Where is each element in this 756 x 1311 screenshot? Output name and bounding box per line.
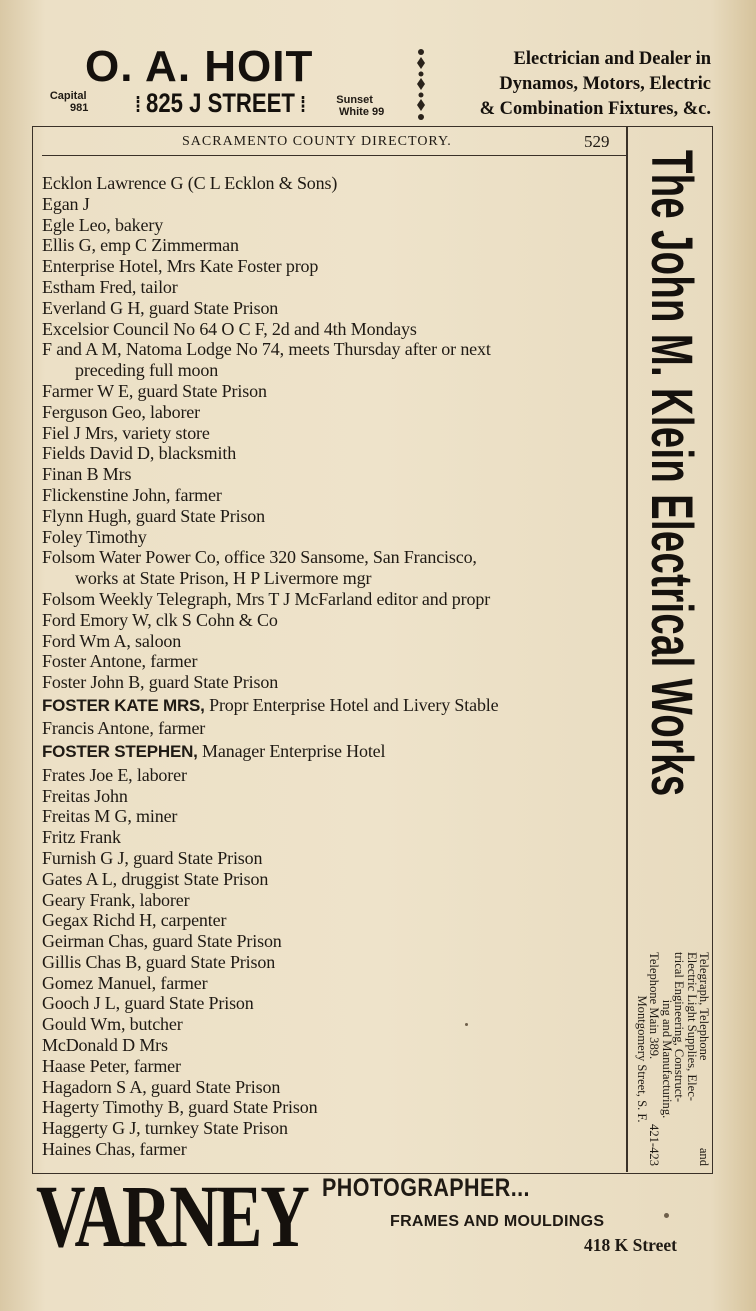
directory-entry bbox=[42, 547, 628, 589]
separator-mark: ⁞ bbox=[135, 92, 147, 117]
directory-entry bbox=[42, 1118, 628, 1139]
directory-entry bbox=[42, 173, 628, 194]
entry-text: Gooch J L, guard State Prison bbox=[42, 993, 254, 1014]
entry-text: Hagadorn S A, guard State Prison bbox=[42, 1076, 281, 1097]
entry-text: Gould Wm, butcher bbox=[42, 1014, 183, 1035]
running-head bbox=[42, 131, 626, 156]
sunset-number: White 99 bbox=[339, 106, 385, 118]
entry-name-bold: FOSTER KATE MRS, bbox=[42, 695, 205, 715]
directory-entry bbox=[42, 869, 628, 890]
entry-text: Hagerty Timothy B, guard State Prison bbox=[42, 1097, 318, 1118]
klein-detail-line bbox=[648, 952, 660, 1166]
klein-detail-text: Electric Light Supplies, Elec- bbox=[684, 952, 699, 1101]
directory-entry bbox=[42, 464, 628, 485]
directory-entry bbox=[42, 298, 628, 319]
page-number: 529 bbox=[584, 132, 610, 151]
directory-entry bbox=[42, 1077, 628, 1098]
entry-text: Haggerty G J, turnkey State Prison bbox=[42, 1118, 288, 1139]
directory-entry bbox=[42, 693, 628, 719]
entry-text: Ellis G, emp C Zimmerman bbox=[42, 235, 239, 256]
directory-title: SACRAMENTO COUNTY DIRECTORY. bbox=[182, 134, 452, 149]
klein-detail-text: Telephone Main 389. bbox=[647, 952, 662, 1060]
directory-entry bbox=[42, 402, 628, 423]
advertiser-name: O. A. HOIT bbox=[85, 42, 314, 91]
varney-name: VARNEY bbox=[36, 1167, 308, 1267]
klein-details-text bbox=[636, 952, 710, 1166]
directory-entry bbox=[42, 319, 628, 340]
entry-text: Folsom Water Power Co, office 320 Sansome, San Francisco, bbox=[42, 547, 477, 568]
ornament-icon bbox=[414, 48, 428, 124]
klein-detail-text: Montgomery Street, S. F. bbox=[634, 995, 649, 1123]
directory-entry bbox=[42, 890, 628, 911]
hoit-advertisement bbox=[40, 40, 420, 125]
directory-entry bbox=[42, 610, 628, 631]
tagline-line: & Combination Fixtures, &c. bbox=[479, 99, 711, 119]
klein-detail-text: and bbox=[697, 1147, 711, 1166]
entry-text: Ford Wm A, saloon bbox=[42, 630, 182, 651]
entry-text: Gillis Chas B, guard State Prison bbox=[42, 951, 276, 972]
entry-text: Farmer W E, guard State Prison bbox=[42, 380, 267, 401]
entry-text: Gates A L, druggist State Prison bbox=[42, 868, 269, 889]
klein-title-text: The John M. Klein Electrical Works bbox=[639, 150, 704, 797]
entry-text: Enterprise Hotel, Mrs Kate Foster prop bbox=[42, 256, 319, 277]
entry-text: Ford Emory W, clk S Cohn & Co bbox=[42, 609, 278, 630]
entry-text: Freitas John bbox=[42, 785, 128, 806]
directory-entry bbox=[42, 1056, 628, 1077]
frames-label: FRAMES AND MOULDINGS bbox=[390, 1213, 605, 1230]
entry-text: Flickenstine John, farmer bbox=[42, 484, 222, 505]
directory-entry bbox=[42, 786, 628, 807]
varney-address: 418 K Street bbox=[584, 1235, 677, 1255]
entry-text: Frates Joe E, laborer bbox=[42, 764, 187, 785]
directory-entry bbox=[42, 1035, 628, 1056]
directory-entry bbox=[42, 527, 628, 548]
hoit-tagline bbox=[446, 47, 711, 122]
directory-entry bbox=[42, 848, 628, 869]
directory-entry bbox=[42, 215, 628, 236]
entry-text: Fritz Frank bbox=[42, 827, 121, 848]
entry-text: Manager Enterprise Hotel bbox=[202, 741, 386, 762]
directory-entry bbox=[42, 339, 628, 381]
street-address bbox=[135, 88, 306, 119]
sunset-phone bbox=[325, 94, 384, 118]
directory-entry bbox=[42, 651, 628, 672]
entry-text: Gegax Richd H, carpenter bbox=[42, 910, 227, 931]
entry-text: Excelsior Council No 64 O C F, 2d and 4th Mondays bbox=[42, 318, 417, 339]
klein-detail-line bbox=[685, 952, 697, 1166]
capital-number: 981 bbox=[70, 102, 89, 114]
klein-detail-line bbox=[636, 952, 648, 1166]
directory-entry bbox=[42, 256, 628, 277]
entry-text: Foster Antone, farmer bbox=[42, 651, 198, 672]
entry-text: Gomez Manuel, farmer bbox=[42, 972, 208, 993]
entry-name-bold: FOSTER STEPHEN, bbox=[42, 742, 198, 762]
entry-text: Everland G H, guard State Prison bbox=[42, 297, 279, 318]
klein-detail-text: Telegraph, Telephone bbox=[697, 952, 711, 1061]
entry-text: McDonald D Mrs bbox=[42, 1035, 168, 1056]
directory-entry bbox=[42, 1139, 628, 1160]
klein-detail-text: trical Engineering, Construct- bbox=[672, 952, 687, 1103]
entry-text: Foster John B, guard State Prison bbox=[42, 672, 279, 693]
entry-text: Geary Frank, laborer bbox=[42, 889, 190, 910]
entry-text: Flynn Hugh, guard State Prison bbox=[42, 505, 265, 526]
directory-entry bbox=[42, 973, 628, 994]
directory-entry bbox=[42, 765, 628, 786]
directory-entry bbox=[42, 235, 628, 256]
klein-detail-text: ing and Manufacturing. bbox=[659, 999, 674, 1119]
separator-mark: ⁞ bbox=[294, 92, 306, 117]
directory-entry bbox=[42, 485, 628, 506]
entry-text: Propr Enterprise Hotel and Livery Stable bbox=[209, 694, 499, 715]
capital-phone bbox=[48, 90, 88, 114]
entry-text: F and A M, Natoma Lodge No 74, meets Thursday after or next bbox=[42, 339, 491, 360]
directory-entry bbox=[42, 993, 628, 1014]
tagline-line: Electrician and Dealer in bbox=[513, 49, 711, 69]
entry-text: Finan B Mrs bbox=[42, 464, 132, 485]
directory-entry bbox=[42, 381, 628, 402]
entry-continuation: preceding full moon bbox=[75, 360, 219, 381]
entry-text: Fiel J Mrs, variety store bbox=[42, 422, 210, 443]
entry-text: Egle Leo, bakery bbox=[42, 214, 164, 235]
directory-entry bbox=[42, 931, 628, 952]
entry-continuation: works at State Prison, H P Livermore mgr bbox=[75, 568, 372, 589]
directory-entry bbox=[42, 910, 628, 931]
street-text: 825 J STREET bbox=[146, 88, 295, 118]
directory-entry bbox=[42, 1097, 628, 1118]
capital-label: Capital bbox=[49, 90, 87, 102]
directory-entry bbox=[42, 952, 628, 973]
directory-entry bbox=[42, 443, 628, 464]
entry-text: Haase Peter, farmer bbox=[42, 1055, 181, 1076]
entry-text: Freitas M G, miner bbox=[42, 806, 178, 827]
photographer-label: PHOTOGRAPHER... bbox=[322, 1174, 530, 1202]
entry-text: Estham Fred, tailor bbox=[42, 276, 178, 297]
directory-entry bbox=[42, 1014, 628, 1035]
entry-text: Geirman Chas, guard State Prison bbox=[42, 931, 282, 952]
klein-detail-text: 421-423 bbox=[647, 1124, 662, 1166]
directory-entry bbox=[42, 506, 628, 527]
entry-text: Foley Timothy bbox=[42, 526, 147, 547]
directory-entry bbox=[42, 827, 628, 848]
directory-entries bbox=[42, 173, 628, 1160]
klein-advertisement bbox=[636, 150, 706, 940]
directory-entry bbox=[42, 194, 628, 215]
klein-detail-line bbox=[698, 952, 710, 1166]
directory-entry bbox=[42, 277, 628, 298]
entry-text: Haines Chas, farmer bbox=[42, 1139, 187, 1160]
directory-entry bbox=[42, 631, 628, 652]
klein-detail-line bbox=[660, 952, 672, 1166]
klein-details bbox=[632, 952, 712, 1167]
entry-text: Ferguson Geo, laborer bbox=[42, 401, 200, 422]
print-speck bbox=[465, 1023, 468, 1026]
directory-entry bbox=[42, 739, 628, 765]
sunset-label: Sunset bbox=[336, 94, 373, 106]
entry-text: Egan J bbox=[42, 193, 90, 214]
entry-text: Francis Antone, farmer bbox=[42, 718, 206, 739]
directory-entry bbox=[42, 806, 628, 827]
entry-text: Furnish G J, guard State Prison bbox=[42, 847, 263, 868]
entry-text: Folsom Weekly Telegraph, Mrs T J McFarland editor and propr bbox=[42, 588, 491, 609]
directory-entry bbox=[42, 589, 628, 610]
entry-text: Fields David D, blacksmith bbox=[42, 443, 237, 464]
directory-entry bbox=[42, 672, 628, 693]
tagline-line: Dynamos, Motors, Electric bbox=[499, 74, 711, 94]
directory-entry bbox=[42, 718, 628, 739]
print-speck bbox=[664, 1213, 669, 1218]
entry-text: Ecklon Lawrence G (C L Ecklon & Sons) bbox=[42, 173, 338, 193]
klein-detail-line bbox=[673, 952, 685, 1166]
directory-entry bbox=[42, 423, 628, 444]
